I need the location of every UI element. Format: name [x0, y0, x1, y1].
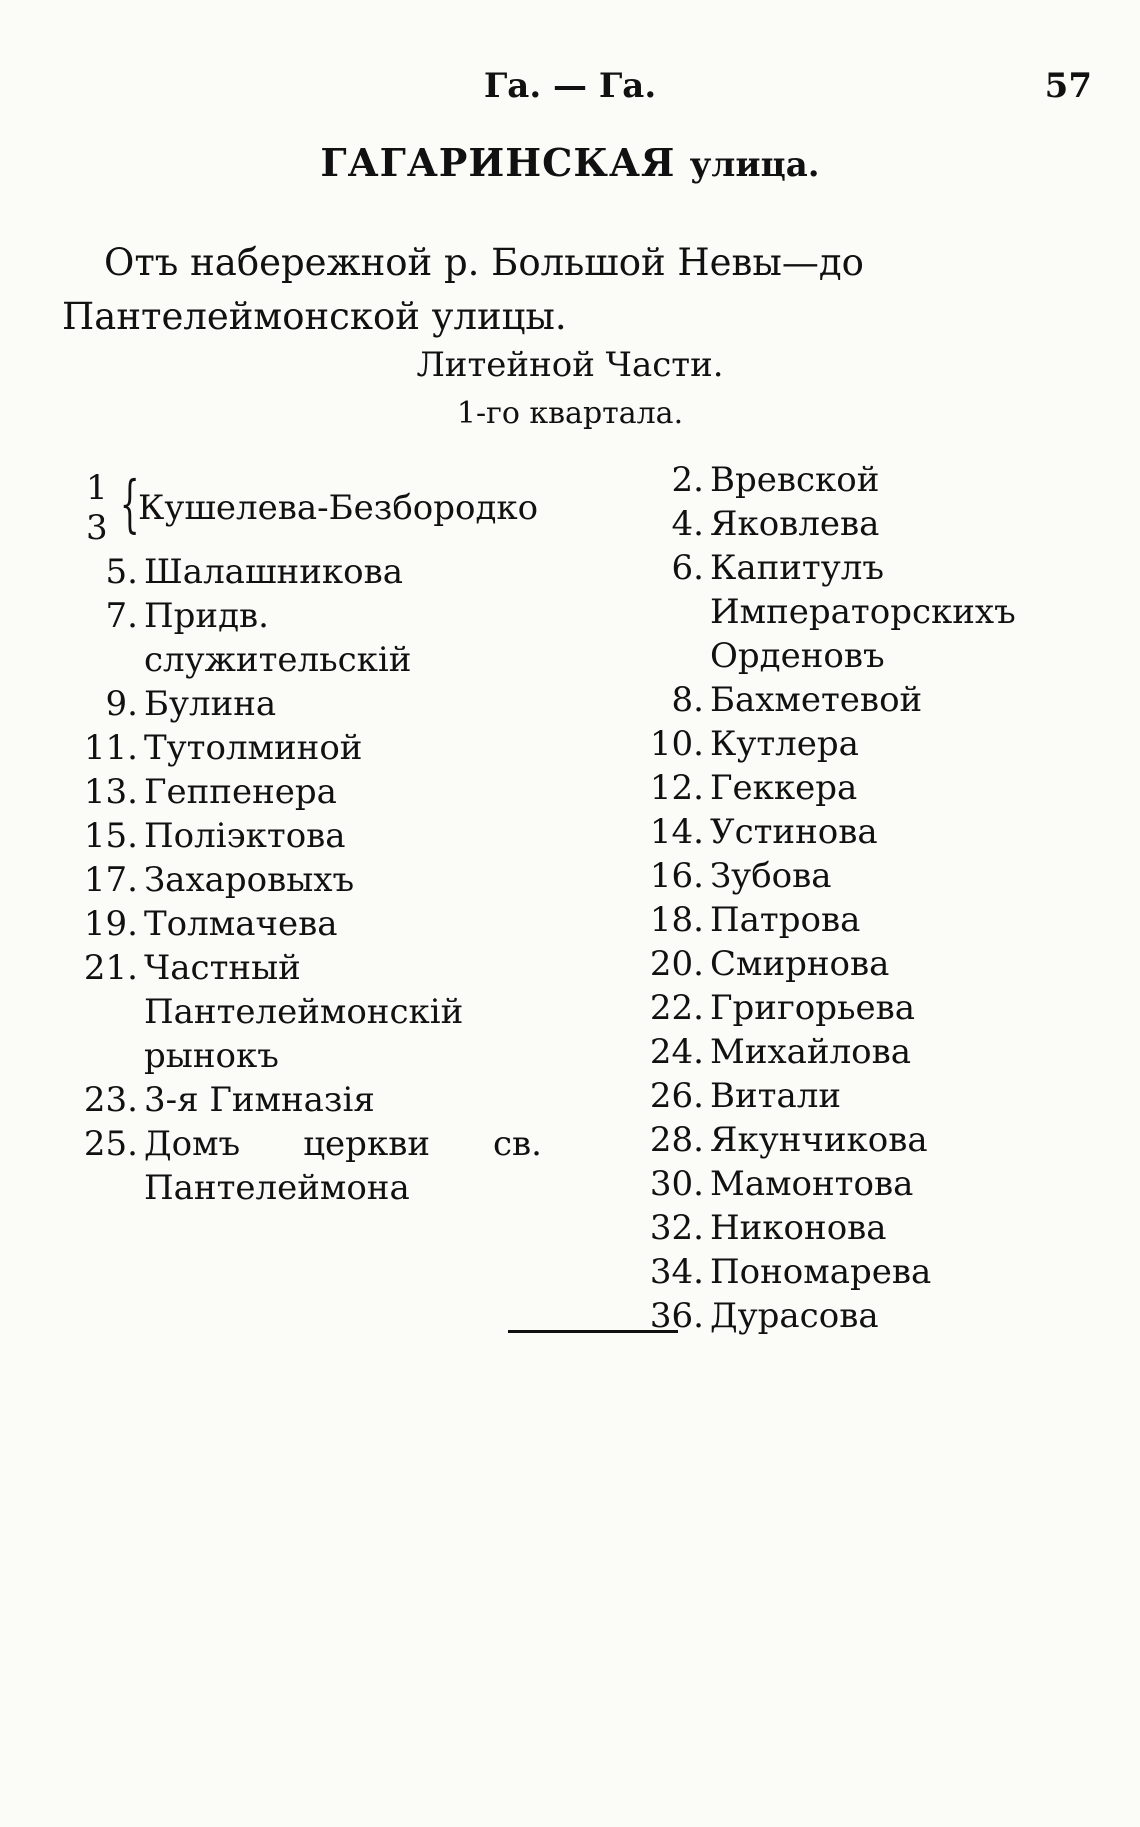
owner-name: Поліэктова — [144, 816, 346, 856]
list-item — [628, 1294, 1098, 1338]
owner-name: Пономарева — [710, 1252, 932, 1292]
owner-name: Зубова — [710, 856, 832, 896]
house-number: 13. — [83, 772, 138, 812]
house-number: 25. — [83, 1124, 138, 1164]
street-description: Отъ набережной р. Большой Невы—до Пантелеймонской улицы. — [62, 241, 864, 338]
list-item — [62, 550, 542, 594]
list-item — [628, 458, 1098, 502]
house-number: 34. — [649, 1252, 704, 1292]
house-number: 22. — [649, 988, 704, 1028]
list-item — [628, 854, 1098, 898]
list-item — [62, 726, 542, 770]
house-number: 23. — [83, 1080, 138, 1120]
owner-name: Геппенера — [144, 772, 337, 812]
house-number: 7. — [105, 596, 138, 636]
list-item — [628, 1030, 1098, 1074]
owner-name: Захаровыхъ — [144, 860, 355, 900]
list-item — [628, 1118, 1098, 1162]
owner-name: Дурасова — [710, 1296, 879, 1336]
house-number: 15. — [83, 816, 138, 856]
owner-name: Никонова — [710, 1208, 887, 1248]
owner-name: Патрова — [710, 900, 861, 940]
odd-side-list — [62, 550, 542, 1210]
house-number: 1 — [86, 468, 108, 508]
list-item — [62, 1122, 542, 1210]
house-number: 8. — [671, 680, 704, 720]
list-item — [628, 986, 1098, 1030]
list-item — [62, 858, 542, 902]
house-number: 6. — [671, 548, 704, 588]
owner-name: Придв. служительскій — [144, 596, 412, 680]
owner-name: Смирнова — [710, 944, 890, 984]
page-number: 57 — [1044, 66, 1092, 106]
list-item — [628, 722, 1098, 766]
list-item — [62, 1078, 542, 1122]
even-side-list — [628, 458, 1098, 1338]
list-item — [628, 1250, 1098, 1294]
list-item — [62, 902, 542, 946]
list-item — [628, 898, 1098, 942]
owner-name: Шалашникова — [144, 552, 404, 592]
running-head: Га. — Га. — [483, 66, 657, 106]
owner-name: 3-я Гимназія — [144, 1080, 375, 1120]
street-title-sub: улица. — [689, 145, 820, 185]
list-item — [628, 766, 1098, 810]
owner-name: Толмачева — [144, 904, 338, 944]
list-item — [628, 678, 1098, 722]
house-number: 19. — [83, 904, 138, 944]
house-number: 30. — [649, 1164, 704, 1204]
owner-name: Витали — [710, 1076, 841, 1116]
house-number: 28. — [649, 1120, 704, 1160]
street-title-main: ГАГАРИНСКАЯ — [320, 140, 676, 185]
quarter-heading: 1-го квартала. — [456, 396, 684, 431]
house-number: 32. — [649, 1208, 704, 1248]
odd-brace-entry — [62, 468, 542, 548]
house-number: 24. — [649, 1032, 704, 1072]
list-item — [62, 770, 542, 814]
owner-name: Мамонтова — [710, 1164, 914, 1204]
owner-name: Частный Пантелеймонскій рынокъ — [144, 948, 464, 1076]
house-number: 4. — [671, 504, 704, 544]
owner-name: Кутлера — [710, 724, 859, 764]
house-number: 10. — [649, 724, 704, 764]
house-number: 17. — [83, 860, 138, 900]
house-number: 3 — [86, 508, 108, 548]
owner-name: Бахметевой — [710, 680, 923, 720]
house-number: 12. — [649, 768, 704, 808]
section-end-rule — [508, 1330, 678, 1333]
owner-name: Якунчикова — [710, 1120, 928, 1160]
street-title — [0, 140, 1140, 185]
owner-name: Домъ церкви св. Пантелеймона — [144, 1124, 542, 1208]
list-item — [62, 946, 542, 1078]
list-item — [62, 814, 542, 858]
brace-icon: { — [119, 467, 140, 540]
house-number: 26. — [649, 1076, 704, 1116]
list-item — [62, 594, 542, 682]
list-item — [628, 1074, 1098, 1118]
house-number: 5. — [105, 552, 138, 592]
owner-name: Капитулъ Императорскихъ Орденовъ — [710, 548, 1016, 676]
owner-name: Геккера — [710, 768, 858, 808]
house-number: 16. — [649, 856, 704, 896]
owner-name: Кушелева-Безбородко — [138, 488, 539, 528]
list-item — [628, 942, 1098, 986]
house-number: 18. — [649, 900, 704, 940]
house-number: 11. — [83, 728, 138, 768]
list-item — [62, 682, 542, 726]
list-item — [628, 502, 1098, 546]
owner-name: Тутолминой — [144, 728, 363, 768]
owner-name: Устинова — [710, 812, 878, 852]
owner-name: Вревской — [710, 460, 880, 500]
owner-name: Булина — [144, 684, 277, 724]
house-number: 2. — [671, 460, 704, 500]
house-number: 36. — [649, 1296, 704, 1336]
house-number: 21. — [83, 948, 138, 988]
owner-name: Михайлова — [710, 1032, 912, 1072]
owner-name: Яковлева — [710, 504, 880, 544]
list-item — [628, 546, 1098, 678]
district-heading: Литейной Части. — [416, 345, 724, 385]
list-item — [628, 1206, 1098, 1250]
house-number: 14. — [649, 812, 704, 852]
list-item — [628, 1162, 1098, 1206]
list-item — [628, 810, 1098, 854]
house-number: 20. — [649, 944, 704, 984]
owner-name: Григорьева — [710, 988, 916, 1028]
house-number: 9. — [105, 684, 138, 724]
